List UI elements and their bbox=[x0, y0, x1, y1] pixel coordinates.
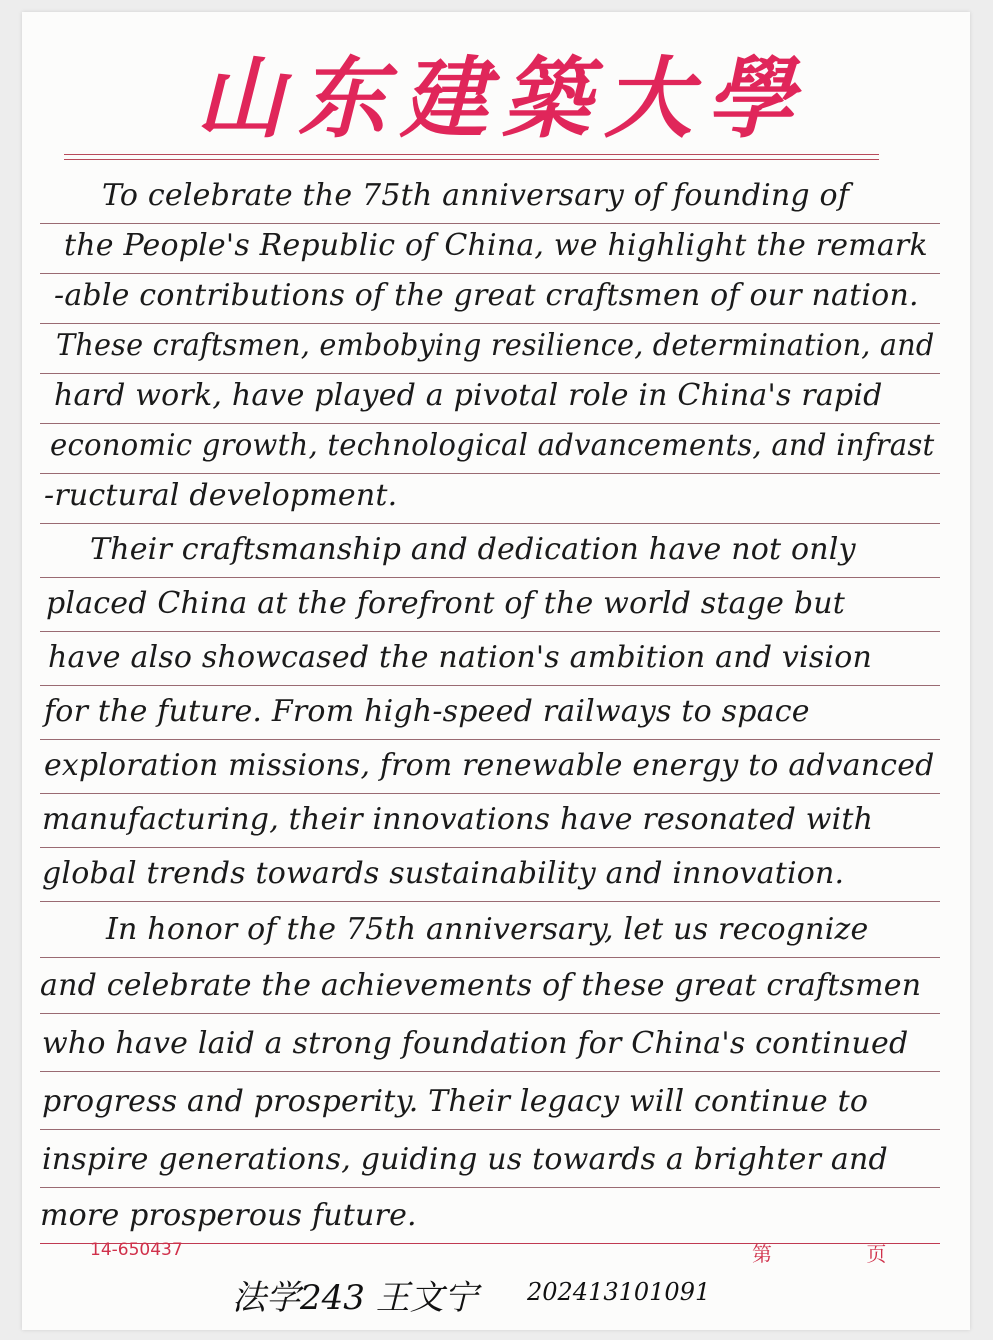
text-line: Their craftsmanship and dedication have not only bbox=[40, 530, 940, 578]
text-line: global trends towards sustainability and innovation. bbox=[40, 854, 940, 902]
text-line: manufacturing, their innovations have resonated with bbox=[40, 800, 940, 848]
text-line: These craftsmen, embobying resilience, determination, and bbox=[40, 326, 940, 374]
text-line: economic growth, technological advancements, and infrast bbox=[40, 426, 940, 474]
text-line: inspire generations, guiding us towards a brighter and bbox=[40, 1140, 940, 1188]
text-line: more prosperous future. bbox=[40, 1196, 940, 1244]
signature: 法学243 王文宁 bbox=[232, 1278, 478, 1318]
page-label: 第 页 bbox=[752, 1242, 931, 1266]
text-line: have also showcased the nation's ambition and vision bbox=[40, 638, 940, 686]
university-header: 山东建築大學 bbox=[195, 46, 808, 150]
text-line: placed China at the forefront of the world stage but bbox=[40, 584, 940, 632]
text-line: who have laid a strong foundation for China's continued bbox=[40, 1024, 940, 1072]
letter-paper bbox=[22, 12, 970, 1330]
text-line: and celebrate the achievements of these great craftsmen bbox=[40, 966, 940, 1014]
text-line: To celebrate the 75th anniversary of founding of bbox=[40, 176, 940, 224]
text-line: exploration missions, from renewable energy to advanced bbox=[40, 746, 940, 794]
text-line: -ructural development. bbox=[40, 476, 940, 524]
form-code: 14-650437 bbox=[90, 1240, 183, 1260]
student-id: 202413101091 bbox=[527, 1278, 711, 1306]
text-line: hard work, have played a pivotal role in China's rapid bbox=[40, 376, 940, 424]
header-rule bbox=[64, 159, 879, 160]
text-line: progress and prosperity. Their legacy will continue to bbox=[40, 1082, 940, 1130]
text-line: the People's Republic of China, we highlight the remark bbox=[40, 226, 940, 274]
text-line: In honor of the 75th anniversary, let us recognize bbox=[40, 910, 940, 958]
header-rule bbox=[64, 154, 879, 155]
text-line: -able contributions of the great craftsmen of our nation. bbox=[40, 276, 940, 324]
text-line: for the future. From high-speed railways to space bbox=[40, 692, 940, 740]
